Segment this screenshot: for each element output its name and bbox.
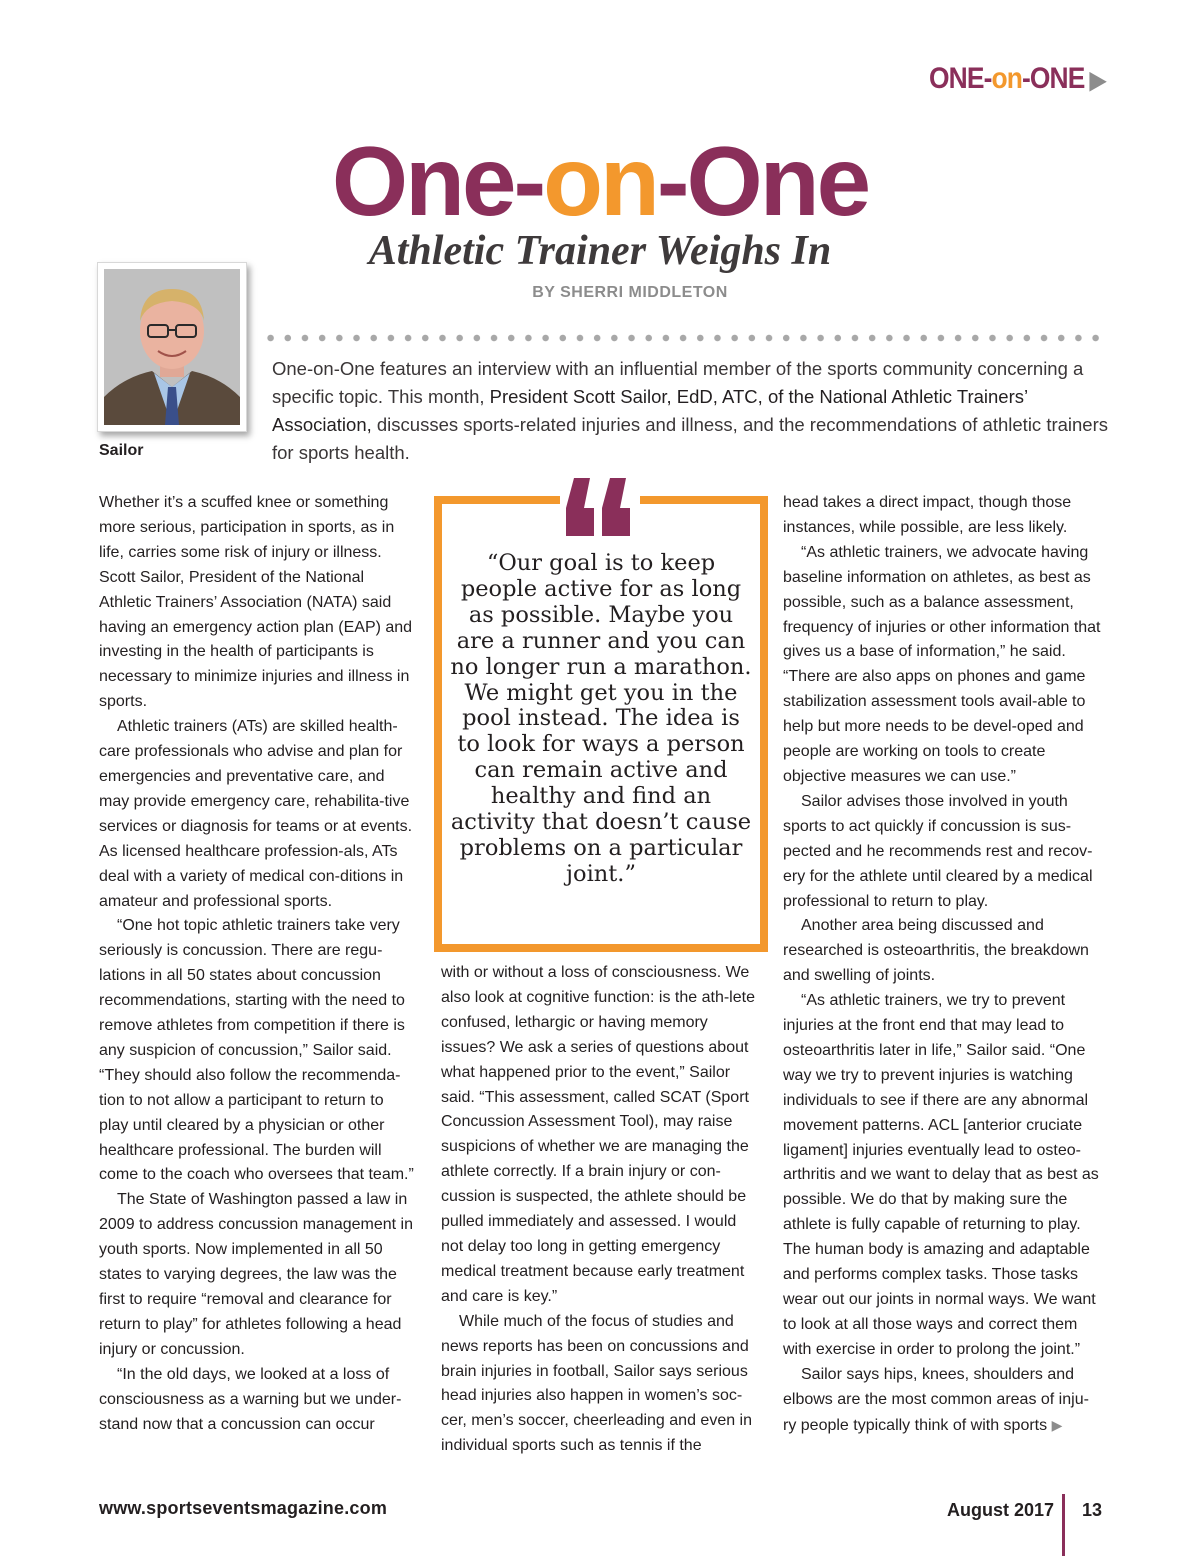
article-column-2 bbox=[441, 961, 759, 1459]
paragraph: Sailor advises those involved in youth sports to act quickly if concussion is sus-pected and he recommends rest and recov-ery for the athlete until cleared by a medical professional to return to play. bbox=[783, 792, 1093, 910]
triangle-right-icon: ▶ bbox=[1089, 67, 1105, 94]
title-part-3: -One bbox=[656, 126, 869, 236]
portrait-photo bbox=[97, 262, 247, 432]
title-part-2: on bbox=[543, 126, 657, 236]
dotted-divider bbox=[262, 332, 1107, 344]
section-tag bbox=[929, 62, 1105, 96]
portrait-image bbox=[104, 269, 240, 425]
section-tag-part-3: -ONE bbox=[1021, 62, 1085, 95]
page-title bbox=[0, 126, 1200, 236]
footer-date: August 2017 bbox=[946, 1500, 1054, 1520]
title-part-1: One- bbox=[331, 126, 544, 236]
byline: BY SHERRI MIDDLETON bbox=[532, 284, 728, 301]
paragraph: “One hot topic athletic trainers take very seriously is concussion. There are regu-lations in all 50 states about concussion recommendations, starting with the need to remove athletes from competition if there is any suspicion of concussion,” Sailor said. “They should also follow the recommenda-tion to not allow a participant to return to play until cleared by a physician or other healthcare professional. The burden will come to the coach who oversees that team.” bbox=[99, 917, 414, 1184]
article-intro bbox=[272, 355, 1108, 467]
intro-text-1: One-on-One features an interview with an influential member of the sports community concerning a specific topic. This month, bbox=[272, 358, 1084, 407]
quote-mark-icon bbox=[560, 474, 640, 540]
paragraph: “As athletic trainers, we try to prevent injuries at the front end that may lead to osteoarthritis later in life,” Sailor said. “One way we try to prevent injuries is watching individuals to see if there are any abnormal movement patterns. ACL [anterior cruciate ligament] injuries eventually lead to osteo-arthritis and we want to delay that as best as possible. We do that by making sure the athlete is fully capable of returning to play. The human body is amazing and adaptable and performs complex tasks. Those tasks wear out our joints in normal ways. We want to look at all those ways and correct them with exercise in order to prolong the joint.” bbox=[783, 992, 1099, 1358]
page-number: 13 bbox=[1082, 1500, 1103, 1520]
intro-text-2: discusses sports-related injuries and illness, and the recommendations of athletic trainers for sports health. bbox=[272, 414, 1109, 463]
paragraph: While much of the focus of studies and news reports has been on concussions and brain injuries in football, Sailor says serious head injuries also happen in women’s soc-cer, men’s soccer, cheerleading and even in individual sports such as tennis if the bbox=[441, 1312, 753, 1455]
paragraph: “In the old days, we looked at a loss of consciousness as a warning but we under-stand now that a concussion can occur bbox=[99, 1365, 402, 1433]
paragraph-text: Sailor says hips, knees, shoulders and elbows are the most common areas of inju-ry people typically think of with sports bbox=[783, 1365, 1089, 1434]
footer-divider bbox=[1062, 1494, 1065, 1556]
paragraph bbox=[783, 1363, 1101, 1439]
article-column-1 bbox=[99, 491, 417, 1437]
paragraph: head takes a direct impact, though those instances, while possible, are less likely. bbox=[783, 494, 1072, 536]
paragraph: The State of Washington passed a law in 2009 to address concussion management in youth sports. Now implemented in all 50 states to varying degrees, the law was the first to require “removal and clearance for return to play” for athletes following a head injury or concussion. bbox=[99, 1191, 413, 1358]
article-column-3 bbox=[783, 491, 1101, 1438]
pull-quote-text: “Our goal is to keep people active for as long as possible. Maybe you are a runner and you can no longer run a marathon. We might get you in the pool instead. The idea is to look for ways a person can remain active and healthy and find an activity that doesn’t cause problems on a particular joint.” bbox=[450, 550, 752, 887]
paragraph: Athletic trainers (ATs) are skilled health-care professionals who advise and plan for emergencies and preventative care, and may provide emergency care, rehabilita-tive services or diagnosis for teams or at events. As licensed healthcare profession-als, ATs deal with a variety of medical con-ditions in amateur and professional sports. bbox=[99, 718, 413, 910]
photo-caption: Sailor bbox=[99, 442, 144, 459]
paragraph: with or without a loss of consciousness. We also look at cognitive function: is the ath-lete confused, lethargic or having memory issues? We ask a series of questions about what happened prior to the event,” Sailor said. “This assessment, called SCAT (Sport Concussion Assessment Tool), may raise suspicions of whether we are managing the athlete correctly. If a brain injury or con-cussion is suspected, the athlete should be pulled immediately and assessed. I would not delay too long in getting emergency medical treatment because early treatment and care is key.” bbox=[441, 964, 755, 1305]
section-tag-part-2: on bbox=[991, 62, 1022, 95]
article-subtitle: Athletic Trainer Weighs In bbox=[368, 228, 832, 274]
continue-arrow-icon: ▶ bbox=[1051, 1416, 1063, 1433]
paragraph: Another area being discussed and researched is osteoarthritis, the breakdown and swelling of joints. bbox=[783, 917, 1089, 985]
quote-mark-svg bbox=[560, 474, 640, 540]
paragraph: “As athletic trainers, we advocate having baseline information on athletes, as best as possible, such as a balance assessment, frequency of injuries or other information that gives us a base of information,” he said. “There are also apps on phones and game stabilization assessment tools avail-able to help but more needs to be devel-oped and people are working on tools to create objective measures we can use.” bbox=[783, 543, 1101, 785]
footer-url: www.sportseventsmagazine.com bbox=[99, 1498, 388, 1518]
section-tag-part-1: ONE- bbox=[928, 62, 992, 95]
intro-text-bold: President Scott Sailor, EdD, ATC, of the National Athletic Trainers’ Association, bbox=[272, 386, 1028, 435]
paragraph: Whether it’s a scuffed knee or something more serious, participation in sports, as in life, carries some risk of injury or illness. Scott Sailor, President of the National Athletic Trainers’ Association (NATA) said having an emergency action plan (EAP) and investing in the health of participants is necessary to minimize injuries and illness in sports. bbox=[99, 494, 413, 711]
